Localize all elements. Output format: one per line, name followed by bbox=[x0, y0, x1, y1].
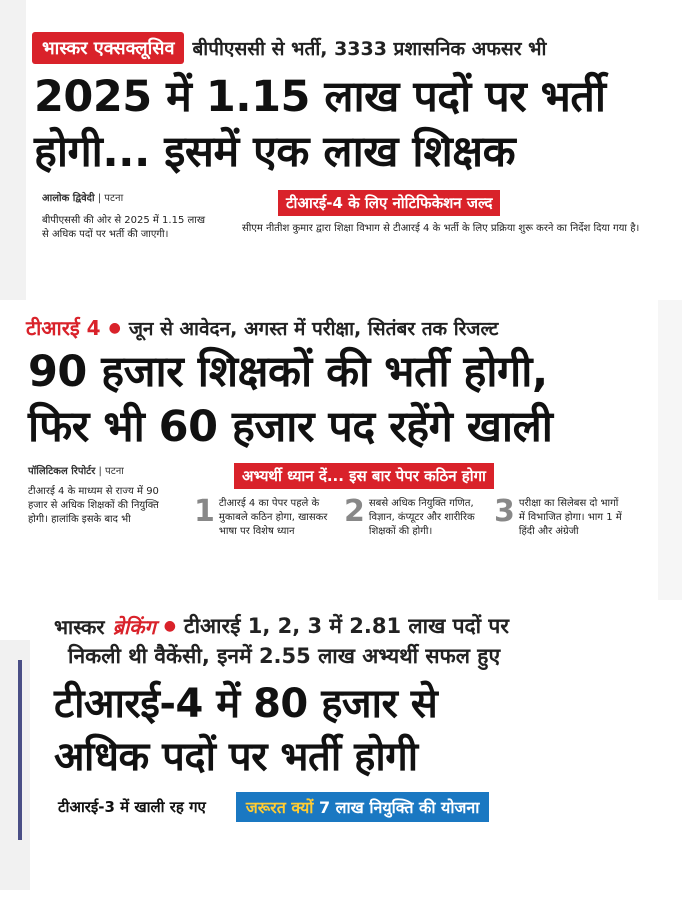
kicker-line-1: टीआरई 1, 2, 3 में 2.81 लाख पदों पर bbox=[184, 614, 509, 638]
byline: आलोक द्विवेदी | पटना bbox=[42, 193, 124, 205]
blue-box-text: 7 लाख नियुक्ति की योजना bbox=[318, 797, 480, 817]
point-text: टीआरई 4 का पेपर पहले के मुकाबले कठिन होगा, खासकर भाषा पर विशेष ध्यान bbox=[218, 498, 328, 538]
news-clip-1 bbox=[26, 26, 666, 294]
kicker: बीपीएससी से भर्ती, 3333 प्रशासनिक अफसर भी bbox=[192, 38, 547, 60]
right-column bbox=[194, 463, 658, 539]
page-edge-right bbox=[658, 300, 682, 600]
point-text: परीक्षा का सिलेबस दो भागों में विभाजित होगा। भाग 1 में हिंदी और अंग्रेजी bbox=[518, 498, 622, 538]
news-clip-2 bbox=[8, 306, 658, 596]
blue-box bbox=[236, 792, 490, 822]
point-number: 3 bbox=[494, 494, 515, 530]
blue-box-accent: जरूरत क्यों bbox=[245, 797, 314, 817]
point-number: 1 bbox=[194, 494, 215, 530]
headline-line-2: अधिक पदों पर भर्ती होगी bbox=[54, 733, 418, 780]
headline-line-1: 90 हजार शिक्षकों की भर्ती होगी, bbox=[28, 347, 548, 397]
left-column bbox=[28, 463, 178, 539]
clip3-footer bbox=[58, 792, 638, 822]
point-item bbox=[344, 494, 484, 539]
brand-tag: भास्कर एक्सक्लूसिव bbox=[32, 32, 184, 64]
page-shadow-left bbox=[0, 0, 26, 300]
point-text: सबसे अधिक नियुक्ति गणित, विज्ञान, कंप्यूटर और शारीरिक शिक्षकों की होगी। bbox=[368, 498, 475, 538]
body-left: बीपीएससी की ओर से 2025 में 1.15 लाख से अधिक पदों पर भर्ती की जाएगी। bbox=[42, 215, 206, 241]
point-item bbox=[194, 494, 334, 539]
brand-name: भास्कर bbox=[54, 614, 105, 639]
byline: पॉलिटिकल रिपोर्टर | पटना bbox=[28, 466, 124, 478]
clip2-body bbox=[28, 463, 658, 539]
bullet-dot-icon: ● bbox=[163, 618, 177, 634]
side-decor-bar bbox=[18, 660, 22, 840]
headline-line-1: 2025 में 1.15 लाख पदों पर भर्ती bbox=[34, 72, 606, 122]
kicker-line-2: निकली थी वैकेंसी, इनमें 2.55 लाख अभ्यर्थी सफल हुए bbox=[68, 644, 501, 668]
body-right: सीएम नीतीश कुमार द्वारा शिक्षा विभाग से टीआरई 4 के भर्ती के लिए प्रक्रिया शुरू करने का निर्देश दिया गया है। bbox=[242, 223, 640, 235]
point-item bbox=[494, 494, 624, 539]
footer-left: टीआरई-3 में खाली रह गए bbox=[58, 797, 206, 816]
sub-banner: टीआरई-4 के लिए नोटिफिकेशन जल्द bbox=[278, 190, 500, 216]
headline-line-1: टीआरई-4 में 80 हजार से bbox=[54, 681, 438, 727]
byline-name: आलोक द्विवेदी bbox=[42, 193, 95, 205]
headline-line-2: होगी... इसमें एक लाख शिक्षक bbox=[34, 127, 516, 178]
left-column bbox=[42, 190, 212, 242]
clip2-header bbox=[26, 314, 658, 341]
points-list bbox=[194, 494, 658, 539]
byline-place: पटना bbox=[104, 193, 124, 205]
byline-place: पटना bbox=[105, 466, 124, 478]
brand-breaking: ब्रेकिंग bbox=[112, 614, 156, 639]
point-number: 2 bbox=[344, 494, 365, 530]
byline-name: पॉलिटिकल रिपोर्टर bbox=[28, 466, 96, 478]
page-shadow-bottom-left bbox=[0, 640, 30, 890]
sub-banner: अभ्यर्थी ध्यान दें... इस बार पेपर कठिन होगा bbox=[234, 463, 494, 489]
kicker: जून से आवेदन, अगस्त में परीक्षा, सितंबर तक रिजल्ट bbox=[128, 317, 499, 340]
headline-line-2: फिर भी 60 हजार पद रहेंगे खाली bbox=[28, 402, 553, 453]
bullet-dot-icon: ● bbox=[108, 319, 121, 336]
body-left: टीआरई 4 के माध्यम से राज्य में 90 हजार से अधिक शिक्षकों की नियुक्ति होगी। हालांकि इसके बाद भी bbox=[28, 486, 159, 526]
news-clip-3 bbox=[38, 604, 638, 886]
clip1-body bbox=[42, 190, 666, 242]
right-column bbox=[242, 190, 666, 242]
clip3-header bbox=[54, 612, 638, 640]
clip1-header bbox=[32, 32, 666, 64]
tag: टीआरई 4 bbox=[26, 316, 101, 340]
